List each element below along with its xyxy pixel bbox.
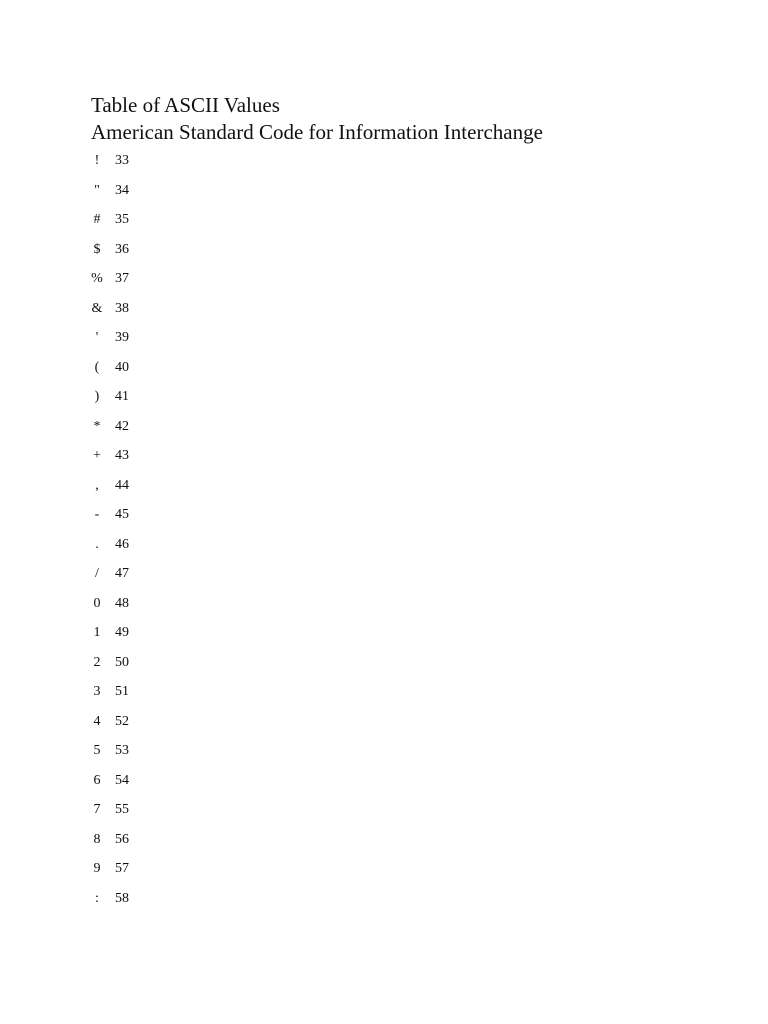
ascii-character: 0 [93,595,101,611]
page-subtitle: American Standard Code for Information Interchange [91,120,543,144]
ascii-code: 42 [115,418,129,434]
ascii-code: 45 [115,507,129,522]
ascii-character: % [91,271,103,286]
ascii-code: 36 [115,241,129,257]
ascii-code: 50 [115,654,129,670]
ascii-character: 3 [93,684,101,699]
ascii-character: # [93,212,101,227]
ascii-code: 40 [115,359,129,375]
ascii-code: 37 [115,271,129,286]
ascii-code: 46 [115,536,129,552]
ascii-code: 39 [115,330,129,345]
ascii-character: / [95,566,99,581]
ascii-code: 58 [115,890,129,906]
ascii-character: 8 [93,831,101,847]
ascii-character: 6 [93,772,101,788]
ascii-character: ( [94,359,100,375]
ascii-code: 57 [115,861,129,876]
ascii-character: , [95,477,99,493]
ascii-code: 44 [115,477,129,493]
ascii-character: & [91,300,103,316]
ascii-code: 54 [115,772,129,788]
ascii-code: 48 [115,595,129,611]
ascii-code: 34 [115,182,129,198]
ascii-character: $ [93,241,101,257]
ascii-character: ) [94,389,100,404]
ascii-code: 41 [115,389,129,404]
page-title: Table of ASCII Values [91,93,280,117]
ascii-code: 51 [115,684,129,699]
ascii-character: . [95,536,99,552]
ascii-character: 4 [93,713,101,729]
ascii-character: * [93,418,101,434]
ascii-code: 35 [115,212,129,227]
ascii-code: 47 [115,566,129,581]
ascii-code: 53 [115,743,129,758]
ascii-character: " [94,182,100,198]
ascii-code: 55 [115,802,129,817]
ascii-character: 7 [93,802,101,817]
ascii-character: 9 [93,861,101,876]
ascii-code: 52 [115,713,129,729]
ascii-character: 1 [93,625,101,640]
ascii-character: ! [94,153,100,168]
ascii-character: ' [95,330,99,345]
ascii-code: 33 [115,153,129,168]
ascii-code: 38 [115,300,129,316]
ascii-character: + [93,448,101,463]
ascii-code: 56 [115,831,129,847]
ascii-character: 2 [93,654,101,670]
ascii-code: 43 [115,448,129,463]
ascii-code: 49 [115,625,129,640]
ascii-character: 5 [93,743,101,758]
ascii-character: - [94,507,100,522]
ascii-character: : [95,890,99,906]
